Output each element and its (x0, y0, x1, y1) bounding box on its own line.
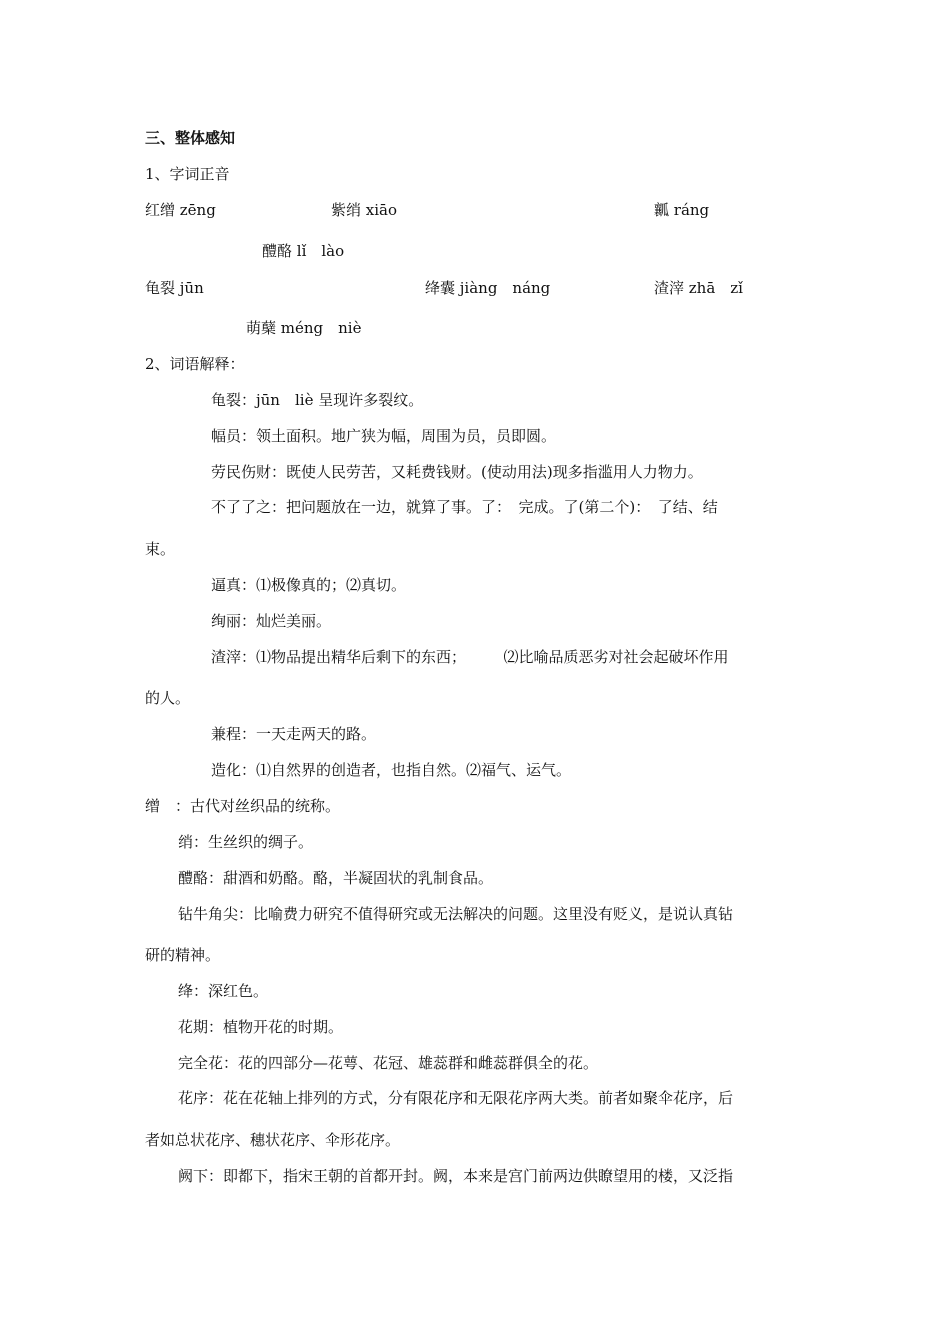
glossary-line: 完全花：花的四部分—花萼、花冠、雄蕊群和雌蕊群俱全的花。 (178, 1054, 599, 1072)
glossary-line: 绚丽：灿烂美丽。 (211, 612, 332, 630)
glossary-line: 绡：生丝织的绸子。 (178, 833, 314, 851)
pronunciation-heading: 1、字词正音 (145, 165, 230, 183)
pronunciation-item: 瓤 ráng (654, 201, 710, 219)
glossary-line: 造化：⑴自然界的创造者，也指自然。⑵福气、运气。 (211, 761, 572, 779)
pronunciation-item: 醴酪 lǐ lào (262, 242, 345, 260)
glossary-line: 研的精神。 (145, 946, 221, 964)
glossary-line: 者如总状花序、穗状花序、伞形花序。 (145, 1131, 401, 1149)
glossary-line: 劳民伤财：既使人民劳苦，又耗费钱财。(使动用法)现多指滥用人力物力。 (211, 463, 703, 481)
glossary-line: 幅员：领土面积。地广狭为幅，周围为员，员即圆。 (211, 427, 557, 445)
pronunciation-item: 渣滓 zhā zǐ (654, 279, 743, 297)
glossary-line: 束。 (145, 540, 176, 558)
pronunciation-item: 绛囊 jiàng náng (425, 279, 551, 297)
glossary-line: 花序：花在花轴上排列的方式，分有限花序和无限花序两大类。前者如聚伞花序，后 (178, 1089, 734, 1107)
pronunciation-item: 龟裂 jūn (145, 279, 204, 297)
glossary-line: 的人。 (145, 689, 191, 707)
glossary-line: 兼程：一天走两天的路。 (211, 725, 377, 743)
pronunciation-item: 红缯 zēng (145, 201, 216, 219)
glossary-line: 花期：植物开花的时期。 (178, 1018, 344, 1036)
glossary-line: 龟裂：jūn liè 呈现许多裂纹。 (211, 391, 424, 409)
glossary-line: 缯 ：古代对丝织品的统称。 (145, 797, 341, 815)
glossary-line: 渣滓：⑴物品提出精华后剩下的东西； ⑵比喻品质恶劣对社会起破坏作用 (211, 648, 729, 666)
glossary-line: 逼真：⑴极像真的；⑵真切。 (211, 576, 407, 594)
pronunciation-item: 萌蘖 méng niè (246, 319, 362, 337)
glossary-line: 钻牛角尖：比喻费力研究不值得研究或无法解决的问题。这里没有贬义，是说认真钻 (178, 905, 734, 923)
glossary-line: 绛：深红色。 (178, 982, 269, 1000)
pronunciation-item: 紫绡 xiāo (331, 201, 397, 219)
glossary-line: 阙下：即都下，指宋王朝的首都开封。阙，本来是宫门前两边供瞭望用的楼，又泛指 (178, 1167, 734, 1185)
glossary-heading: 2、词语解释： (145, 355, 245, 373)
section-title: 三、整体感知 (145, 129, 236, 147)
glossary-line: 醴酪：甜酒和奶酪。酪，半凝固状的乳制食品。 (178, 869, 494, 887)
glossary-line: 不了了之：把问题放在一边，就算了事。了： 完成。了(第二个)： 了结、结 (211, 498, 718, 516)
